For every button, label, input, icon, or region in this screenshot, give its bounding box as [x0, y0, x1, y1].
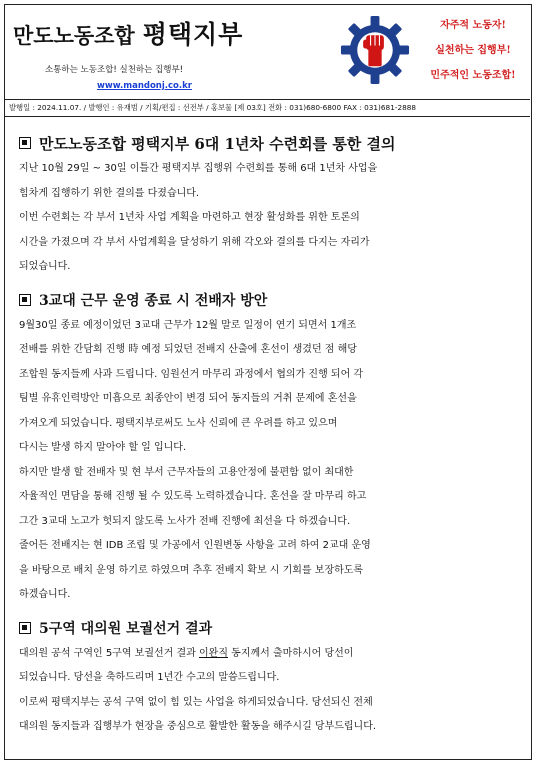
- paragraph-line: 9월30일 종료 예정이었던 3교대 근무가 12월 말로 일정이 연기 되면서 1개조: [19, 319, 357, 331]
- paragraph-line: 다시는 발생 하지 말아야 할 일 입니다.: [19, 442, 187, 453]
- paragraph-line: 하지만 발생 할 전배자 및 현 부서 근무자들의 고용안정에 불편함 없이 최대한: [19, 466, 354, 478]
- paragraph-line: 가져오게 되었습니다. 평택지부로써도 노사 신뢰에 큰 우려를 하고 있으며: [19, 417, 338, 429]
- union-logo-icon: [338, 13, 412, 87]
- paragraph-line: 전배를 위한 간담회 진행 時 예정 되었던 전배지 산출에 혼선이 생겼던 점 해당: [19, 344, 357, 355]
- article-body: [5, 129, 530, 746]
- section-paragraph: [19, 642, 516, 740]
- square-bullet-icon: [19, 294, 31, 306]
- section-election: [19, 614, 516, 740]
- title-main: 만도노동조합: [13, 23, 135, 48]
- paragraph-line: 지난 10월 29일 ~ 30일 이틀간 평택지부 집행위 수련회를 통해 6대 1년차 사업을: [19, 163, 378, 174]
- paragraph-line: 을 바탕으로 배치 운영 하기로 하였으며 추후 전배지 확보 시 기회를 보장하도록: [19, 564, 364, 576]
- paragraph-line: 팀별 유휴인력방안 미흡으로 최종안이 변경 되어 동지들의 거취 문제에 혼선을: [19, 393, 357, 404]
- section-paragraph: [19, 314, 516, 608]
- paragraph-line: 줄어든 전배지는 현 IDB 조립 및 가공에서 인원변동 사항을 고려 하여 2교대 운영: [19, 540, 371, 551]
- paragraph-line: 조합원 동지들께 사과 드립니다. 임원선거 마무리 과정에서 협의가 진행 되어 각: [19, 368, 364, 380]
- line-text: 대의원 공석 구역인 5구역 보궐선거 결과: [19, 647, 199, 659]
- section-transfer: [19, 286, 516, 608]
- paragraph-line: 되었습니다.: [19, 261, 71, 272]
- section-retreat: [19, 129, 516, 280]
- slogan-list: [419, 13, 527, 88]
- paragraph-line: 자율적인 면담을 통해 진행 될 수 있도록 노력하겠습니다. 혼선을 잘 마무리 하고: [19, 491, 367, 502]
- paragraph-line: [19, 642, 516, 667]
- masthead: [5, 5, 530, 97]
- section-paragraph: [19, 157, 516, 280]
- slogan-1: 자주적 노동자!: [440, 20, 506, 31]
- section-heading: [19, 129, 516, 157]
- elected-name: 이완직: [199, 647, 228, 659]
- paragraph-line: 하겠습니다.: [19, 589, 71, 600]
- paragraph-line: 그간 3교대 노고가 헛되지 않도록 노사가 전배 진행에 최선을 다 하겠습니다.: [19, 515, 351, 527]
- section-heading-text: 5구역 대의원 보궐선거 결과: [39, 620, 213, 637]
- line-text: 동지께서 출마하시어 당선이: [227, 647, 354, 659]
- newsletter-page: [4, 4, 532, 760]
- paragraph-line: 힘차게 집행하기 위한 결의를 다졌습니다.: [19, 187, 200, 199]
- square-bullet-icon: [19, 137, 31, 149]
- slogan-2: 실천하는 집행부!: [435, 45, 511, 56]
- paragraph-line: 이번 수련회는 각 부서 1년차 사업 계획을 마련하고 현장 활성화를 위한 토론의: [19, 212, 360, 223]
- section-heading-text: 만도노동조합 평택지부 6대 1년차 수련회를 통한 결의: [39, 134, 396, 153]
- subtitle: 소통하는 노동조합! 실천하는 집행부!: [45, 65, 184, 75]
- paragraph-line: 이로써 평택지부는 공석 구역 없이 힘 있는 사업을 하게되었습니다. 당선되신 전체: [19, 696, 373, 708]
- page-title: [13, 15, 243, 51]
- paragraph-line: 되었습니다. 당선을 축하드리며 1년간 수고의 말씀드립니다.: [19, 672, 280, 683]
- section-heading: [19, 286, 516, 314]
- title-branch: 평택지부: [142, 20, 244, 49]
- section-heading-text: 3교대 근무 운영 종료 시 전배자 방안: [39, 292, 268, 309]
- website-link[interactable]: www.mandonj.co.kr: [97, 81, 192, 91]
- section-heading: [19, 614, 516, 642]
- publication-info: 발행일 : 2024.11.07. / 발행인 : 유재범 / 기획/편집 : 선전부 / 홍보물 [제 03호] 전화 : 031)680-6800 FAX : 031)681-2888: [5, 99, 530, 117]
- paragraph-line: 시간을 가졌으며 각 부서 사업계획을 달성하기 위해 각오와 결의를 다지는 자리가: [19, 236, 370, 248]
- paragraph-line: 대의원 동지들과 집행부가 현장을 중심으로 활발한 활동을 해주시길 당부드립니다.: [19, 721, 377, 732]
- slogan-3: 민주적인 노동조합!: [430, 70, 516, 81]
- square-bullet-icon: [19, 622, 31, 634]
